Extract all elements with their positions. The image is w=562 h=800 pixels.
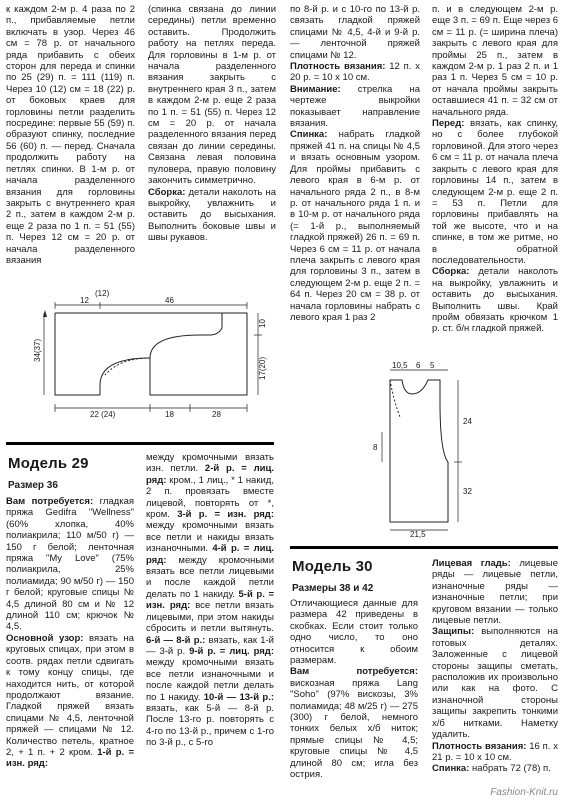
pattern-diagram-model-30 (370, 362, 470, 537)
text-row: вязать, как 5-й — 8-й р. После 13-го р. повторять с 4-го по 13-й р., причем с 1-го по 3-й р., с 5-го (146, 702, 274, 749)
text-paragraph: к каждом 2-м р. 4 раза по 2 п., прибавляемые петли включать в узор. Через 46 см = 78 р. от начального ряда прибавить с обеих сторон для переда и спинки по 25 (29) п. = 111 (119) п. Через 10 (12) см = 18 (22) р. от боковых краев для горловины петли разделить посредине: первые 55 (59) п. образуют спинку, последние 56 (60) п. — перед. Сначала продолжить работу на петлях спинки. В 1-м р. от начала разделенного вязания для горловины закрыть с внутреннего края 2 п., затем в каждом 2-м р. еще 2 раза по 1 п. = 51 (55) п. Через 12 см = 20 р. от начала разделенного вязания (6, 4, 135, 266)
dim-label: 22 (24) (90, 410, 116, 419)
label-row: 9-й р. = лиц. ряд: (185, 645, 274, 657)
label-gladj: Лицевая гладь: (432, 558, 511, 569)
dim-label: 10,5 (392, 361, 408, 370)
dim-label: 12 (80, 296, 89, 305)
dim-label: 18 (165, 410, 174, 419)
dim-label: 28 (212, 410, 221, 419)
text-pered: вязать, как спинку, но с более глубокой горловиной. Для этого через 6 см = 11 р. от начала плеча закрыть с левого края для горловины 14 п., затем в следующем 2-м р. еще 2 п. = 53 п. Петли для горловины прибавлять на той же высоте, что и на спинке, в том же ритме, но в обратной последовательности. (432, 118, 558, 266)
text-gladj: лицевые ряды — лицевые петли, изнаночные ряды — изнаночные петли; при круговом вязании — только лицевые петли. (432, 558, 558, 627)
label-row: 5-й р. = изн. ряд: (146, 588, 274, 612)
label-sborka: Сборка: (432, 266, 470, 278)
text-row: между кромочными вязать все петли изнаночными и после каждой петли делать по 1 накиду. (146, 657, 274, 703)
label-row: 4-й р. = лиц. ряд: (146, 543, 274, 566)
top-column-2 (148, 4, 276, 284)
dim-label: 17(20) (258, 356, 267, 380)
watermark: Fashion-Knit.ru (490, 787, 558, 798)
pattern-diagram-model-28 (0, 289, 280, 420)
dim-label: 32 (463, 487, 472, 496)
dim-label: 10 (258, 319, 267, 328)
dim-label: 46 (165, 296, 174, 305)
text-paragraph: п. и в следующем 2-м р. еще 3 п. = 69 п. Еще через 6 см = 11 р. (= ширина плеча) закрыть с левого края для проймы 25 п., затем в каждом 2-м р. 1 раз 2 п. и 1 раз 1 п. Через 5 см = 10 р. от начала проймы закрыть оставшиеся 41 п. = 32 см от начального ряда. (432, 4, 558, 118)
text-spinka: набрать 72 (78) п. (469, 763, 551, 775)
text-row: все петли вязать лицевыми, при этом накиды сбросить и петли вытянуть. (146, 600, 274, 635)
top-column-4 (432, 4, 558, 364)
top-column-3 (290, 4, 420, 358)
text-row: между кромочными вязать изн. петли. (146, 452, 274, 475)
dim-label: 6 (416, 361, 421, 370)
model-29-column-2 (146, 452, 274, 798)
model-29-title: Модель 29 (8, 455, 89, 472)
label-row: 3-й р. = изн. ряд: (169, 509, 274, 521)
label-row: 6-й — 8-й р.: (146, 634, 206, 646)
dim-label: 21,5 (410, 530, 426, 539)
text-row: вязать, как 1-й — 3-й р. (146, 634, 274, 657)
text-paragraph: Отличающиеся данные для размера 42 приведены в скобках. Если стоит только одно число, то оно относится к обоим размерам. (290, 598, 418, 667)
text-spinka: набрать гладкой пряжей 41 п. на спицы № 4,5 и вязать основным узором. Для проймы прибавить с левого края в 6-м р. от начального ряда 2 п., в 8-м р. от начального ряда 1 п. и в 10-м р. от начального ряда (= 1-й р., выполняемый гладкой пряжей) 26 п. = 69 п. Через 6 см = 11 р. от начала плеча закрыть с левого края для горловины 3 п., затем в следующем 2-м р. еще 2 п. = 64 п. Через 20 см = 38 р. от начала горловины набрать с левого края 1 раз 2 (290, 129, 420, 323)
section-rule (290, 546, 558, 549)
label-need: Вам потребуется: (290, 666, 418, 678)
dim-label: 8 (373, 443, 378, 452)
section-rule (6, 442, 274, 445)
model-30-column-2 (432, 558, 558, 790)
text-sborka: детали наколоть на выкройку, увлажнить и оставить до высыхания. Выполнить боковые швы и швы рукавов. (148, 186, 276, 244)
label-row: 2-й р. = лиц. ряд: (146, 463, 274, 486)
model-30-size: Размеры 38 и 42 (292, 583, 374, 594)
model-30-title: Модель 30 (292, 558, 373, 575)
text-vnimanie: стрелка на чертеже выкройки показывает направление вязания. (290, 83, 420, 130)
label-spinka: Спинка: (432, 763, 470, 775)
text-paragraph: по 8-й р. и с 10-го по 13-й р. связать гладкой пряжей спицами № 4,5, 4-й и 9-й р. — ленточной пряжей спицами № 12. (290, 4, 420, 61)
top-column-1 (6, 4, 135, 302)
dim-label: 5 (430, 361, 435, 370)
dim-label: 34(37) (33, 338, 42, 362)
text-need: гладкая пряжа Gedifra "Wellness" (60% хлопка, 40% полиакрила; 110 м/50 г) — 150 г белой; ленточная пряжа "My Love" (75% полиакрила, 25% полиамида; 90 м/50 г) — 150 г белой; круговые спицы № 4,5 длиной 80 см и № 12 длиной 110 см; крючок № 4,5. (6, 496, 134, 633)
text-row: между кромочными вязать все петли и накиды вязать изнаночными. (146, 520, 274, 555)
label-uzor: Основной узор: (6, 632, 84, 644)
label-row: 10-й — 13-й р.: (200, 691, 274, 703)
label-zashipy: Защипы: (432, 626, 475, 638)
label-sborka: Сборка: (148, 186, 186, 198)
text-plotnost: 16 п. х 21 р. = 10 х 10 см. (432, 740, 558, 763)
label-row1: 1-й р. = изн. ряд: (6, 746, 134, 770)
direction-arrow-icon (43, 310, 47, 317)
label-pered: Перед: (432, 118, 465, 130)
text-plotnost: 12 п. х 20 р. = 10 х 10 см. (290, 61, 420, 84)
model-29-size: Размер 36 (8, 480, 58, 491)
label-plotnost: Плотность вязания: (290, 61, 386, 73)
label-need: Вам потребуется: (6, 496, 94, 507)
dim-label: (12) (95, 289, 110, 298)
text-uzor: вязать на круговых спицах, при этом в соотв. рядах петли сдвигать к тому концу спицы, где находится нить, от которой продолжают вязание. Гладкой пряжей вязать спицами № 4,5, ленточной пряжей — спицами № 12. Количество петель, кратное 2, + 1 п. + 2 кром. (6, 632, 134, 758)
text-row: кром., 1 лиц., * 1 накид, 2 п. провязать вместе лицевой, повторять от *, кром. (146, 474, 274, 521)
model-30-column-1 (290, 598, 418, 796)
pattern-outline (55, 313, 247, 395)
text-paragraph: (спинка связана до линии середины) петли временно оставить. Продолжить работу на петлях переда. Для горловины в 1-м р. от начала разделенного вязания закрыть с внутреннего края 3 п., затем в каждом 2-м р. еще 2 раза по 1 п. = 51 (55) п. Через 12 см = 20 р. от начала разделенного вязания перед связан до линии середины. Связана левая половина пуловера, правую половину закончить симметрично. (148, 4, 276, 187)
pattern-outline (390, 380, 448, 522)
model-29-column-1 (6, 496, 134, 798)
text-row: между кромочными вязать все петли лицевыми и после каждой петли делать по 1 накиду. (146, 554, 274, 600)
text-sborka: детали наколоть на выкройку, увлажнить и оставить до высыхания. Выполнить швы. Край пройм обвязать крючком 1 р. ст. б/н гладкой пряжей. (432, 266, 558, 335)
text-zashipy: выполняются на готовых деталях. Заложенные с лицевой стороны защипы сметать, расположив их произвольно или как на фото. С изнаночной стороны защипы закрепить тонкими х/б нитками. Наметку удалить. (432, 626, 558, 741)
text-need: вискозная пряжа Lang "Soho" (97% вискозы, 3% полиамида; 48 м/25 г) — 275 (300) г белой, немного тонких белых х/б ниток; прямые спицы № 4,5; круговые спицы № 4,5 длиной 80 см; игла без острия. (290, 677, 418, 781)
label-vnimanie: Внимание: (290, 83, 341, 95)
label-plotnost: Плотность вязания: (432, 740, 527, 752)
dim-label: 24 (463, 417, 472, 426)
label-spinka: Спинка: (290, 129, 328, 141)
